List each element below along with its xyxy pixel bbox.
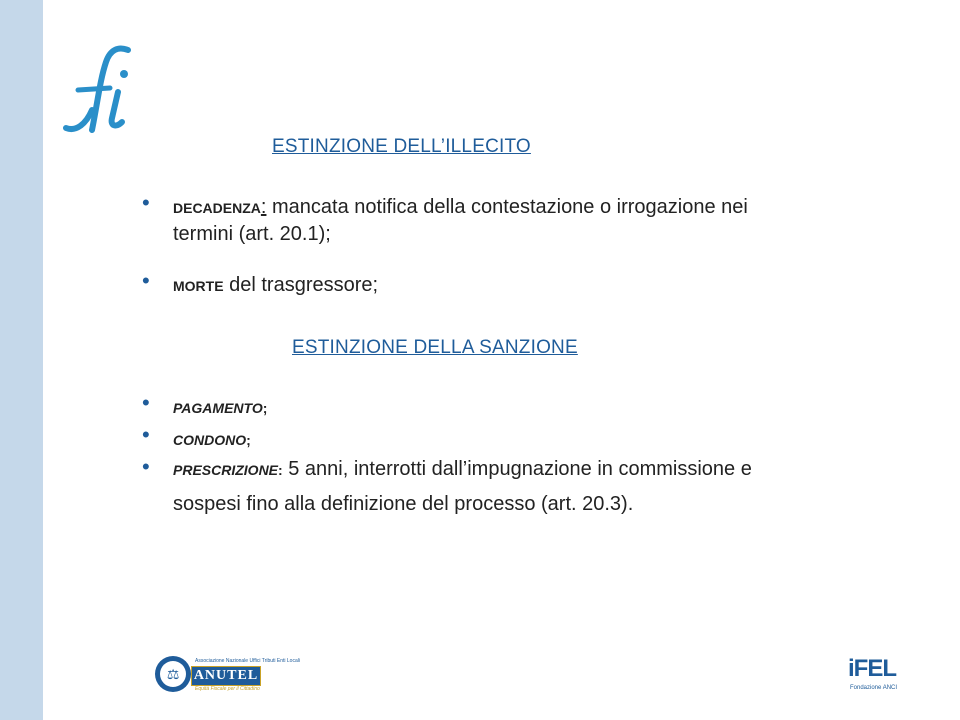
list-item-text [173,194,773,247]
item-description: ; [246,432,251,448]
anutel-topline: Associazione Nazionale Uffici Tributi Enti Locali [195,658,300,664]
anutel-name: ANUTEL [191,666,261,686]
list-item-text [173,426,773,453]
ifel-name: iFEL [848,655,896,682]
item-description: del trasgressore; [223,274,379,296]
ifel-subtitle: Fondazione ANCI [850,685,898,691]
list-item-text [173,394,773,421]
section-title-estinzione-illecito: ESTINZIONE DELL’ILLECITO [272,136,531,157]
section-title-estinzione-sanzione: ESTINZIONE DELLA SANZIONE [292,337,578,358]
fi-logo [58,40,138,140]
bullet-icon: • [142,390,150,415]
anutel-motto: Equità Fiscale per il Cittadino [195,686,260,692]
keyword: MORTE [173,278,224,294]
ifel-logo [848,655,898,697]
item-description: mancata notifica della contestazione o irrogazione nei termini (art. 20.1); [173,196,748,245]
keyword: DECADENZA [173,200,261,216]
list-item-text [173,272,773,299]
bullet-icon: • [142,422,150,447]
bullet-icon: • [142,454,150,479]
bullet-icon: • [142,190,150,215]
bullet-icon: • [142,268,150,293]
item-description: 5 anni, interrotti dall’impugnazione in commissione e sospesi fino alla definizione del processo (art. 20.3). [173,458,752,515]
anutel-logo [155,656,300,694]
keyword-suffix: : [260,196,267,218]
anutel-seal-icon: ⚖ [155,656,191,692]
keyword: PAGAMENTO [173,400,263,416]
list-item-text [173,452,773,521]
keyword: CONDONO [173,432,247,448]
keyword-suffix: : [278,462,283,478]
item-description: ; [262,400,268,416]
keyword: PRESCRIZIONE [173,462,279,478]
left-sidebar-band [0,0,43,720]
